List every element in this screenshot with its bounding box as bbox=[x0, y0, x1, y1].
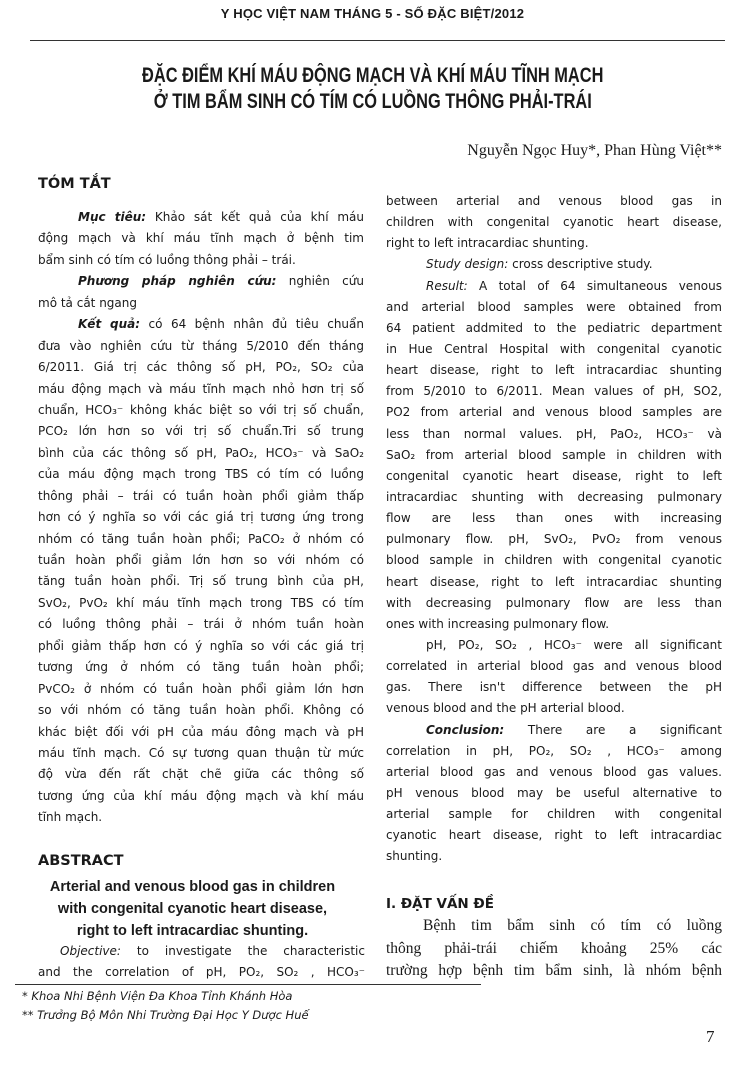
abstract-title-line: Arterial and venous blood gas in children bbox=[49, 879, 336, 895]
line-text: tương ứng ở nhóm có tăng tuần hoàn phổi; bbox=[38, 660, 364, 675]
text-line: trường hợp bệnh tim bẩm sinh, là nhóm bệnh bbox=[386, 962, 722, 979]
abstract-heading: ABSTRACT bbox=[38, 853, 124, 869]
text-line bbox=[386, 698, 722, 719]
line-text: hơn có ý nghĩa so với các giá trị tương ứng trong bbox=[38, 510, 364, 525]
text-line bbox=[38, 421, 364, 442]
text-line bbox=[38, 271, 364, 292]
text-line bbox=[386, 529, 722, 550]
tom-tat-heading: TÓM TẮT bbox=[38, 176, 111, 192]
text-line bbox=[38, 228, 364, 249]
article-title-line-2 bbox=[0, 90, 745, 114]
text-line bbox=[386, 550, 722, 571]
text-line bbox=[38, 486, 364, 507]
line-text: correlated in arterial blood gas and venous blood bbox=[386, 659, 722, 674]
line-text: intracardiac shunting with decreasing pulmonary bbox=[386, 489, 722, 504]
text-line bbox=[386, 360, 722, 381]
line-text: tĩnh mạch. bbox=[38, 810, 103, 825]
line-text: nghiên cứu bbox=[276, 274, 364, 289]
text-line bbox=[38, 400, 364, 421]
text-line bbox=[38, 550, 364, 571]
line-text: máu tĩnh mạch. Có sự tương quan thuận từ mức bbox=[38, 745, 364, 760]
line-text: in Hue Central Hospital with congenital cyanotic bbox=[386, 341, 722, 356]
line-text: heart disease, right to left intracardiac shunting bbox=[386, 363, 722, 378]
text-line bbox=[386, 508, 722, 529]
line-text: chuẩn, HCO₃⁻ không khác biệt so với trị số chuẩn, bbox=[38, 402, 364, 417]
line-text: tương ứng của khí máu động mạch và khí máu bbox=[38, 788, 364, 803]
text-line bbox=[386, 191, 722, 212]
text-line bbox=[386, 720, 722, 741]
text-line bbox=[386, 402, 722, 423]
title-text: Ở TIM BẨM SINH CÓ TÍM CÓ LUỒNG THÔNG PHẢI-TRÁI bbox=[153, 90, 592, 113]
text-line bbox=[38, 293, 364, 314]
text-line bbox=[386, 297, 722, 318]
line-text: to investigate the characteristic bbox=[120, 944, 365, 958]
text-line bbox=[386, 212, 722, 233]
abstract-body bbox=[386, 191, 722, 868]
paragraph-label: Result: bbox=[426, 278, 468, 293]
line-text: There are a significant bbox=[504, 722, 722, 737]
text-line bbox=[386, 254, 722, 275]
text-line bbox=[38, 743, 364, 764]
line-text: shunting. bbox=[386, 849, 443, 864]
abstract-title-line: right to left intracardiac shunting. bbox=[76, 923, 309, 939]
text-line bbox=[38, 614, 364, 635]
text-line bbox=[386, 677, 722, 698]
line-text: thông phải – trái có tuần hoàn phổi giảm thấp bbox=[38, 488, 364, 503]
line-text: tăng tuần hoàn phổi. Trị số trung bình của pH, bbox=[38, 574, 364, 589]
line-text: PvCO₂ ở nhóm có tuần hoàn phổi giảm lớn hơn bbox=[38, 681, 364, 696]
text-line bbox=[38, 593, 364, 614]
text-line bbox=[386, 762, 722, 783]
line-text: SvO₂, PvO₂ khí máu tĩnh mạch trong TBS có tím bbox=[38, 595, 364, 610]
abstract-title-line: with congenital cyanotic heart disease, bbox=[57, 901, 328, 917]
line-text: from 5/2010 to 6/2011. Mean values of pH, SO2, bbox=[386, 384, 722, 399]
line-text: pH venous blood may be useful alternative to bbox=[386, 785, 722, 800]
line-text: pH, PO₂, SO₂ , HCO₃⁻ were all significant bbox=[426, 637, 722, 652]
line-text: có 64 bệnh nhân đủ tiêu chuẩn bbox=[140, 317, 364, 332]
line-text: correlation in pH, PO₂, SO₂ , HCO₃⁻ among bbox=[386, 743, 722, 758]
line-text: tuần hoàn phổi giảm lớn hơn so với nhóm có bbox=[38, 553, 364, 567]
text-line bbox=[386, 783, 722, 804]
line-text: bình của các thông số pH, PaO₂, HCO₃⁻ và SaO₂ bbox=[38, 445, 364, 460]
paragraph-label: Study design: bbox=[426, 257, 509, 272]
text-line bbox=[50, 941, 365, 962]
text-line bbox=[386, 487, 722, 508]
text-line bbox=[386, 233, 722, 254]
line-text: and the correlation of pH, PO₂, SO₂ , HCO₃⁻ bbox=[38, 965, 365, 980]
text-line bbox=[386, 381, 722, 402]
objective-label: Objective: bbox=[60, 944, 121, 958]
paragraph-label: Conclusion: bbox=[426, 722, 505, 737]
line-text: 64 patient addmited to the pediatric department bbox=[386, 320, 722, 335]
line-text: Khảo sát kết quả của khí máu bbox=[146, 210, 364, 224]
text-line bbox=[386, 825, 722, 846]
text-line bbox=[386, 635, 722, 656]
line-text: congenital cyanotic heart disease, right to left bbox=[386, 468, 722, 483]
text-line bbox=[38, 807, 364, 828]
text-line bbox=[386, 276, 722, 297]
text-line bbox=[386, 466, 722, 487]
line-text: phổi giảm thấp hơn có ý nghĩa so với các giá trị bbox=[38, 638, 364, 653]
text-line bbox=[386, 445, 722, 466]
line-text: with decreasing pulmonary flow are less than bbox=[386, 595, 722, 610]
text-line bbox=[38, 357, 364, 378]
line-text: cross descriptive study. bbox=[508, 257, 653, 272]
abstract-title bbox=[20, 876, 365, 942]
line-text: children with congenital cyanotic heart disease, bbox=[386, 215, 722, 230]
line-text: heart disease, right to left intracardiac shunting bbox=[386, 574, 722, 589]
paragraph-label: Mục tiêu: bbox=[78, 210, 147, 224]
objective-paragraph bbox=[38, 941, 365, 984]
text-line bbox=[386, 804, 722, 825]
text-line bbox=[38, 636, 364, 657]
footnote-1: * Khoa Nhi Bệnh Viện Đa Khoa Tỉnh Khánh Hòa bbox=[22, 989, 293, 1003]
text-line bbox=[38, 679, 364, 700]
text-line bbox=[38, 336, 364, 357]
text-line: thông phải-trái chiếm khoảng 25% các bbox=[386, 939, 722, 957]
footnote-2: ** Trưởng Bộ Môn Nhi Trường Đại Học Y Dược Huế bbox=[22, 1008, 309, 1022]
line-text: ones with increasing pulmonary flow. bbox=[386, 616, 610, 631]
line-text: 6/2011. Giá trị các thông số pH, PO₂, SO₂ của bbox=[38, 360, 364, 375]
footnote-rule bbox=[15, 984, 481, 985]
line-text: arterial sample for children with congenital bbox=[386, 807, 722, 822]
text-line bbox=[38, 250, 364, 271]
text-line bbox=[386, 572, 722, 593]
line-text: pulmonary flow. pH, SvO₂, PvO₂ from venous bbox=[386, 532, 722, 547]
line-text: SaO₂ from arterial blood sample in children with bbox=[386, 447, 722, 462]
line-text: right to left intracardiac shunting. bbox=[386, 236, 589, 251]
line-text: của máu động mạch trong TBS có tím có luồng bbox=[38, 467, 364, 482]
article-title-line-1 bbox=[0, 64, 745, 88]
text-line bbox=[38, 443, 364, 464]
line-text: blood sample in children with congenital cyanotic bbox=[386, 553, 722, 568]
text-line bbox=[386, 656, 722, 677]
line-text: khác biệt đối với pH của máu đông mạch và pH bbox=[38, 724, 364, 739]
text-line bbox=[38, 379, 364, 400]
authors: Nguyễn Ngọc Huy*, Phan Hùng Việt** bbox=[467, 142, 722, 159]
running-head: Y HỌC VIỆT NAM THÁNG 5 - SỐ ĐẶC BIỆT/2012 bbox=[220, 6, 525, 21]
line-text: mô tả cắt ngang bbox=[38, 295, 137, 310]
line-text: A total of 64 simultaneous venous bbox=[467, 278, 722, 293]
line-text: có luồng thông phải – trái ở nhóm tuần hoàn bbox=[38, 617, 364, 632]
text-line bbox=[38, 962, 365, 983]
line-text: arterial blood gas and venous blood gas values. bbox=[386, 764, 722, 779]
text-line: Bệnh tim bẩm sinh có tím có luồng bbox=[423, 917, 722, 934]
line-text: bẩm sinh có tím có luồng thông phải – trái. bbox=[38, 252, 296, 267]
paragraph-label: Phương pháp nghiên cứu: bbox=[78, 274, 277, 289]
text-line bbox=[38, 786, 364, 807]
text-line bbox=[38, 529, 364, 550]
line-text: between arterial and venous blood gas in bbox=[386, 194, 722, 208]
text-line bbox=[386, 318, 722, 339]
text-line bbox=[386, 593, 722, 614]
text-line bbox=[38, 571, 364, 592]
text-line bbox=[38, 722, 364, 743]
line-text: đưa vào nghiên cứu từ tháng 5/2010 đến tháng bbox=[38, 338, 364, 353]
text-line bbox=[386, 339, 722, 360]
text-line bbox=[386, 846, 722, 867]
text-line bbox=[38, 764, 364, 785]
text-line bbox=[38, 314, 364, 335]
paragraph-label: Kết quả: bbox=[78, 317, 141, 332]
line-text: cyanotic heart disease, right to left intracardiac bbox=[386, 828, 722, 843]
line-text: less than normal values. pH, PaO₂, HCO₃⁻ và bbox=[386, 426, 722, 441]
line-text: máu động mạch và máu tĩnh mạch nhỏ hơn trị số bbox=[38, 381, 364, 396]
tom-tat-body bbox=[38, 207, 364, 829]
line-text: and arterial blood samples were obtained from bbox=[386, 299, 722, 314]
title-text: ĐẶC ĐIỂM KHÍ MÁU ĐỘNG MẠCH VÀ KHÍ MÁU TĨNH MẠCH bbox=[141, 64, 604, 87]
line-text: nhóm có tăng tuần hoàn phổi; PaCO₂ ở nhóm có bbox=[38, 531, 364, 546]
page-number: 7 bbox=[706, 1027, 715, 1046]
line-text: gas. There isn't difference between the pH bbox=[386, 680, 722, 695]
line-text: động mạch và khí máu tĩnh mạch ở bệnh tim bbox=[38, 231, 364, 246]
line-text: độ vừa đến rất chặt chẽ giữa các thông số bbox=[38, 767, 364, 782]
text-line bbox=[38, 700, 364, 721]
text-line bbox=[38, 207, 364, 228]
text-line bbox=[386, 614, 722, 635]
header-rule bbox=[30, 40, 725, 41]
line-text: venous blood and the pH arterial blood. bbox=[386, 701, 625, 716]
text-line bbox=[386, 424, 722, 445]
line-text: PCO₂ lớn hơn so với trị số chuẩn.Tri số trung bbox=[38, 424, 364, 439]
intro-body bbox=[386, 915, 722, 983]
text-line bbox=[38, 464, 364, 485]
line-text: PO2 from arterial and venous blood samples are bbox=[386, 405, 722, 420]
line-text: flow are less than ones with increasing bbox=[386, 511, 722, 526]
text-line bbox=[386, 741, 722, 762]
text-line bbox=[38, 507, 364, 528]
text-line bbox=[38, 657, 364, 678]
line-text: so với nhóm có tăng tuần hoàn phổi. Không có bbox=[38, 703, 364, 718]
intro-heading: I. ĐẶT VẤN ĐỀ bbox=[386, 896, 494, 912]
